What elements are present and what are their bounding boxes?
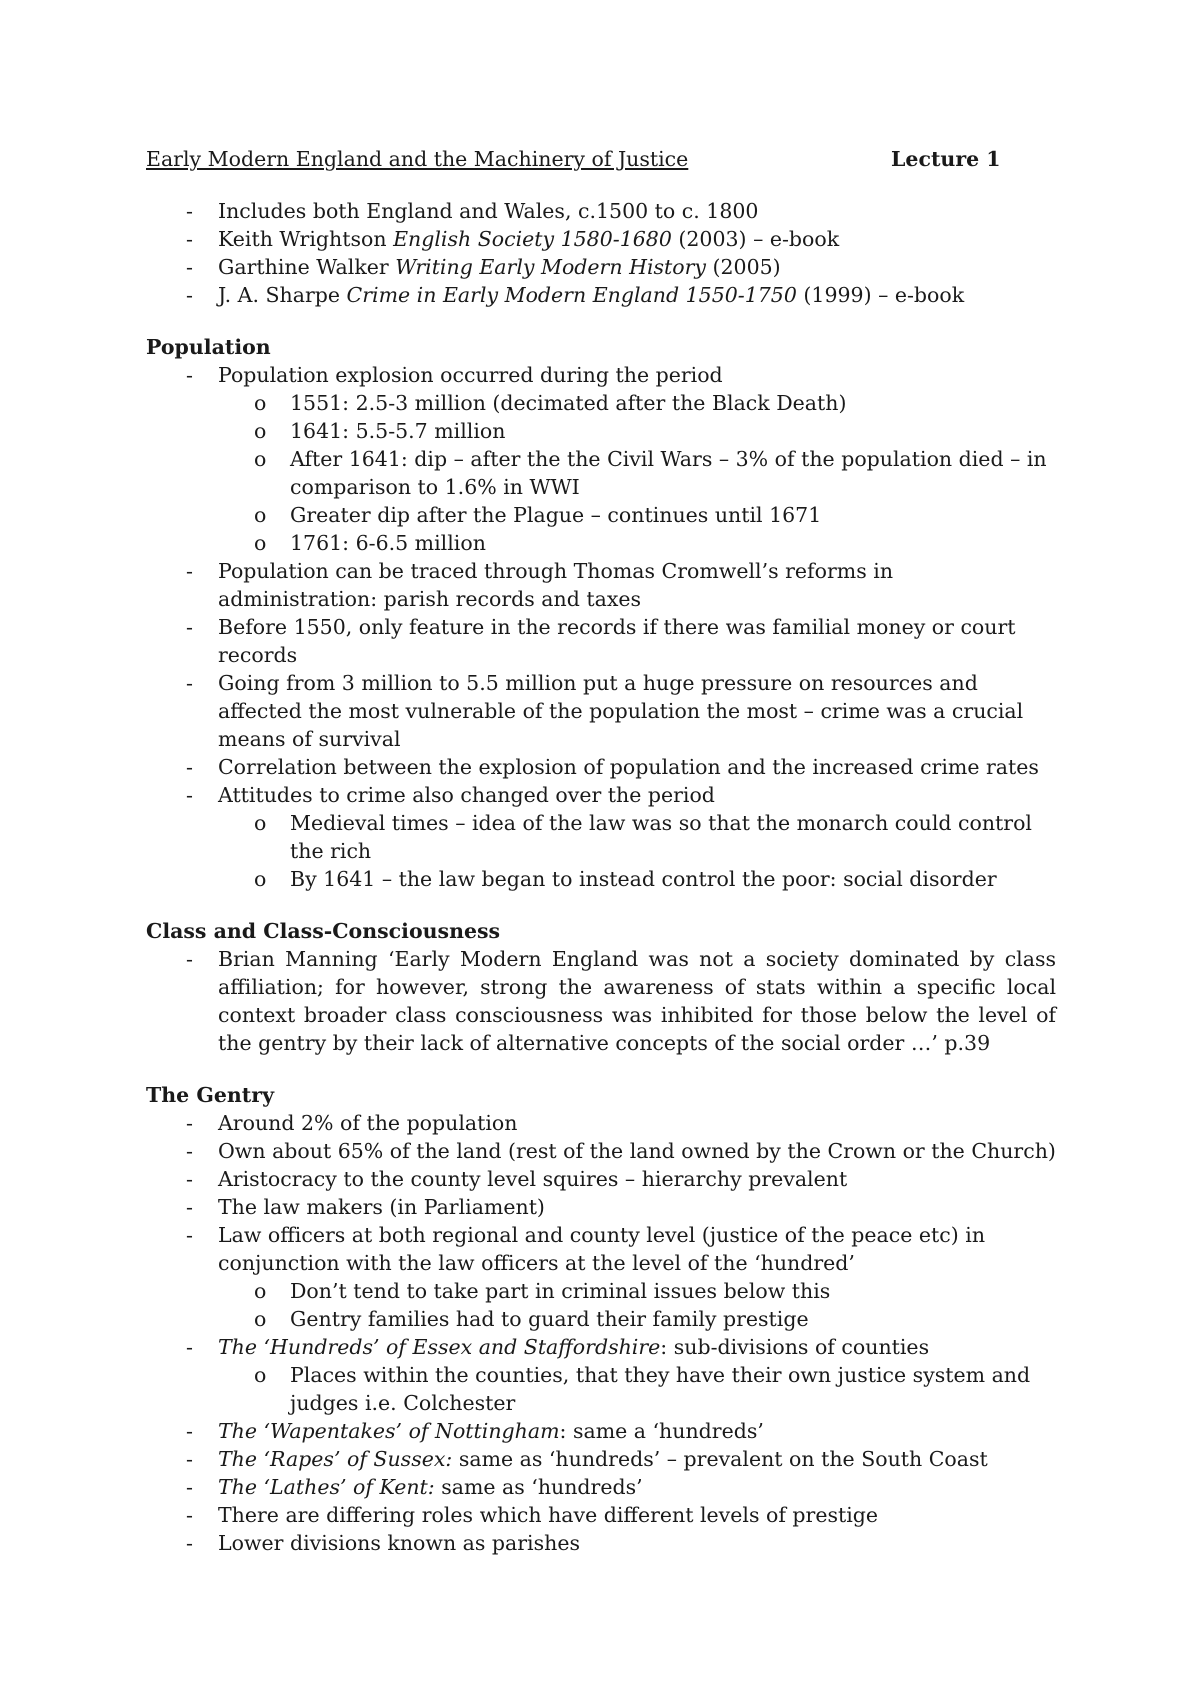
sub-list-item: o Don’t tend to take part in criminal issues below this (218, 1277, 1056, 1305)
list-item: - Includes both England and Wales, c.1500 to c. 1800 (146, 197, 1056, 225)
population-list (146, 361, 1056, 893)
list-item: - Garthine Walker Writing Early Modern History (2005) (146, 253, 1056, 281)
list-item: - Population can be traced through Thomas Cromwell’s reforms in administration: parish records and taxes (146, 557, 1056, 613)
list-item: - The ‘Lathes’ of Kent: same as ‘hundreds’ (146, 1473, 1056, 1501)
sub-list (218, 389, 1056, 557)
lecture-label: Lecture 1 (891, 147, 1001, 171)
document-title: Early Modern England and the Machinery of Justice (146, 147, 689, 171)
list-item: - Correlation between the explosion of population and the increased crime rates (146, 753, 1056, 781)
list-item: - The ‘Rapes’ of Sussex: same as ‘hundreds’ – prevalent on the South Coast (146, 1445, 1056, 1473)
list-item: - Around 2% of the population (146, 1109, 1056, 1137)
list-item: - J. A. Sharpe Crime in Early Modern England 1550-1750 (1999) – e-book (146, 281, 1056, 309)
list-item: - Aristocracy to the county level squires – hierarchy prevalent (146, 1165, 1056, 1193)
intro-list (146, 197, 1056, 309)
sub-list-item: o 1641: 5.5-5.7 million (218, 417, 1056, 445)
sub-list-item: o Greater dip after the Plague – continues until 1671 (218, 501, 1056, 529)
sub-list-item: o 1761: 6-6.5 million (218, 529, 1056, 557)
sub-list (218, 1277, 1056, 1333)
list-item: - There are differing roles which have different levels of prestige (146, 1501, 1056, 1529)
gentry-list (146, 1109, 1056, 1557)
sub-list (218, 1361, 1056, 1417)
sub-list-item: o By 1641 – the law began to instead control the poor: social disorder (218, 865, 1056, 893)
list-item: - Law officers at both regional and county level (justice of the peace etc) in conjunction with the law officers at the level of the ‘hundred’ o Don’t tend to take part in criminal issues below this o Gentry families had to guard their family prestige (146, 1221, 1056, 1333)
list-item: - Lower divisions known as parishes (146, 1529, 1056, 1557)
sub-list-item: o Medieval times – idea of the law was so that the monarch could control the rich (218, 809, 1056, 865)
list-item: - The ‘Wapentakes’ of Nottingham: same a ‘hundreds’ (146, 1417, 1056, 1445)
section-heading-population: Population (146, 335, 271, 359)
list-item: - The law makers (in Parliament) (146, 1193, 1056, 1221)
list-item: - Brian Manning ‘Early Modern England was not a society dominated by class affiliation; for however, strong the awareness of stats within a specific local context broader class consciousness was inhibited for those below the level of the gentry by their lack of alternative concepts of the social order …’ p.39 (146, 945, 1056, 1057)
sub-list-item: o 1551: 2.5-3 million (decimated after the Black Death) (218, 389, 1056, 417)
list-item: - Attitudes to crime also changed over the period o Medieval times – idea of the law was so that the monarch could control the rich o By 1641 – the law began to instead control the poor: social disorder (146, 781, 1056, 893)
list-item: - Going from 3 million to 5.5 million put a huge pressure on resources and affected the most vulnerable of the population the most – crime was a crucial means of survival (146, 669, 1056, 753)
section-heading-class: Class and Class-Consciousness (146, 919, 501, 943)
list-item: - Population explosion occurred during the period o 1551: 2.5-3 million (decimated after the Black Death) o 1641: 5.5-5.7 million o After 1641: dip – after the the Civil Wars – 3% of the population died – in comparison to 1.6% in WWI o Greater dip after the Plague – continues until 1671 o 1761: 6-6.5 million (146, 361, 1056, 557)
list-item: - Keith Wrightson English Society 1580-1680 (2003) – e-book (146, 225, 1056, 253)
list-item: - Before 1550, only feature in the records if there was familial money or court records (146, 613, 1056, 669)
class-list (146, 945, 1056, 1057)
list-item: - The ‘Hundreds’ of Essex and Staffordshire: sub-divisions of counties o Places within the counties, that they have their own justice system and judges i.e. Colchester (146, 1333, 1056, 1417)
document-header (146, 145, 1056, 173)
sub-list (218, 809, 1056, 893)
sub-list-item: o Places within the counties, that they have their own justice system and judges i.e. Colchester (218, 1361, 1056, 1417)
sub-list-item: o After 1641: dip – after the the Civil Wars – 3% of the population died – in comparison to 1.6% in WWI (218, 445, 1056, 501)
document-page (146, 145, 1056, 1557)
sub-list-item: o Gentry families had to guard their family prestige (218, 1305, 1056, 1333)
list-item: - Own about 65% of the land (rest of the land owned by the Crown or the Church) (146, 1137, 1056, 1165)
section-heading-gentry: The Gentry (146, 1083, 274, 1107)
